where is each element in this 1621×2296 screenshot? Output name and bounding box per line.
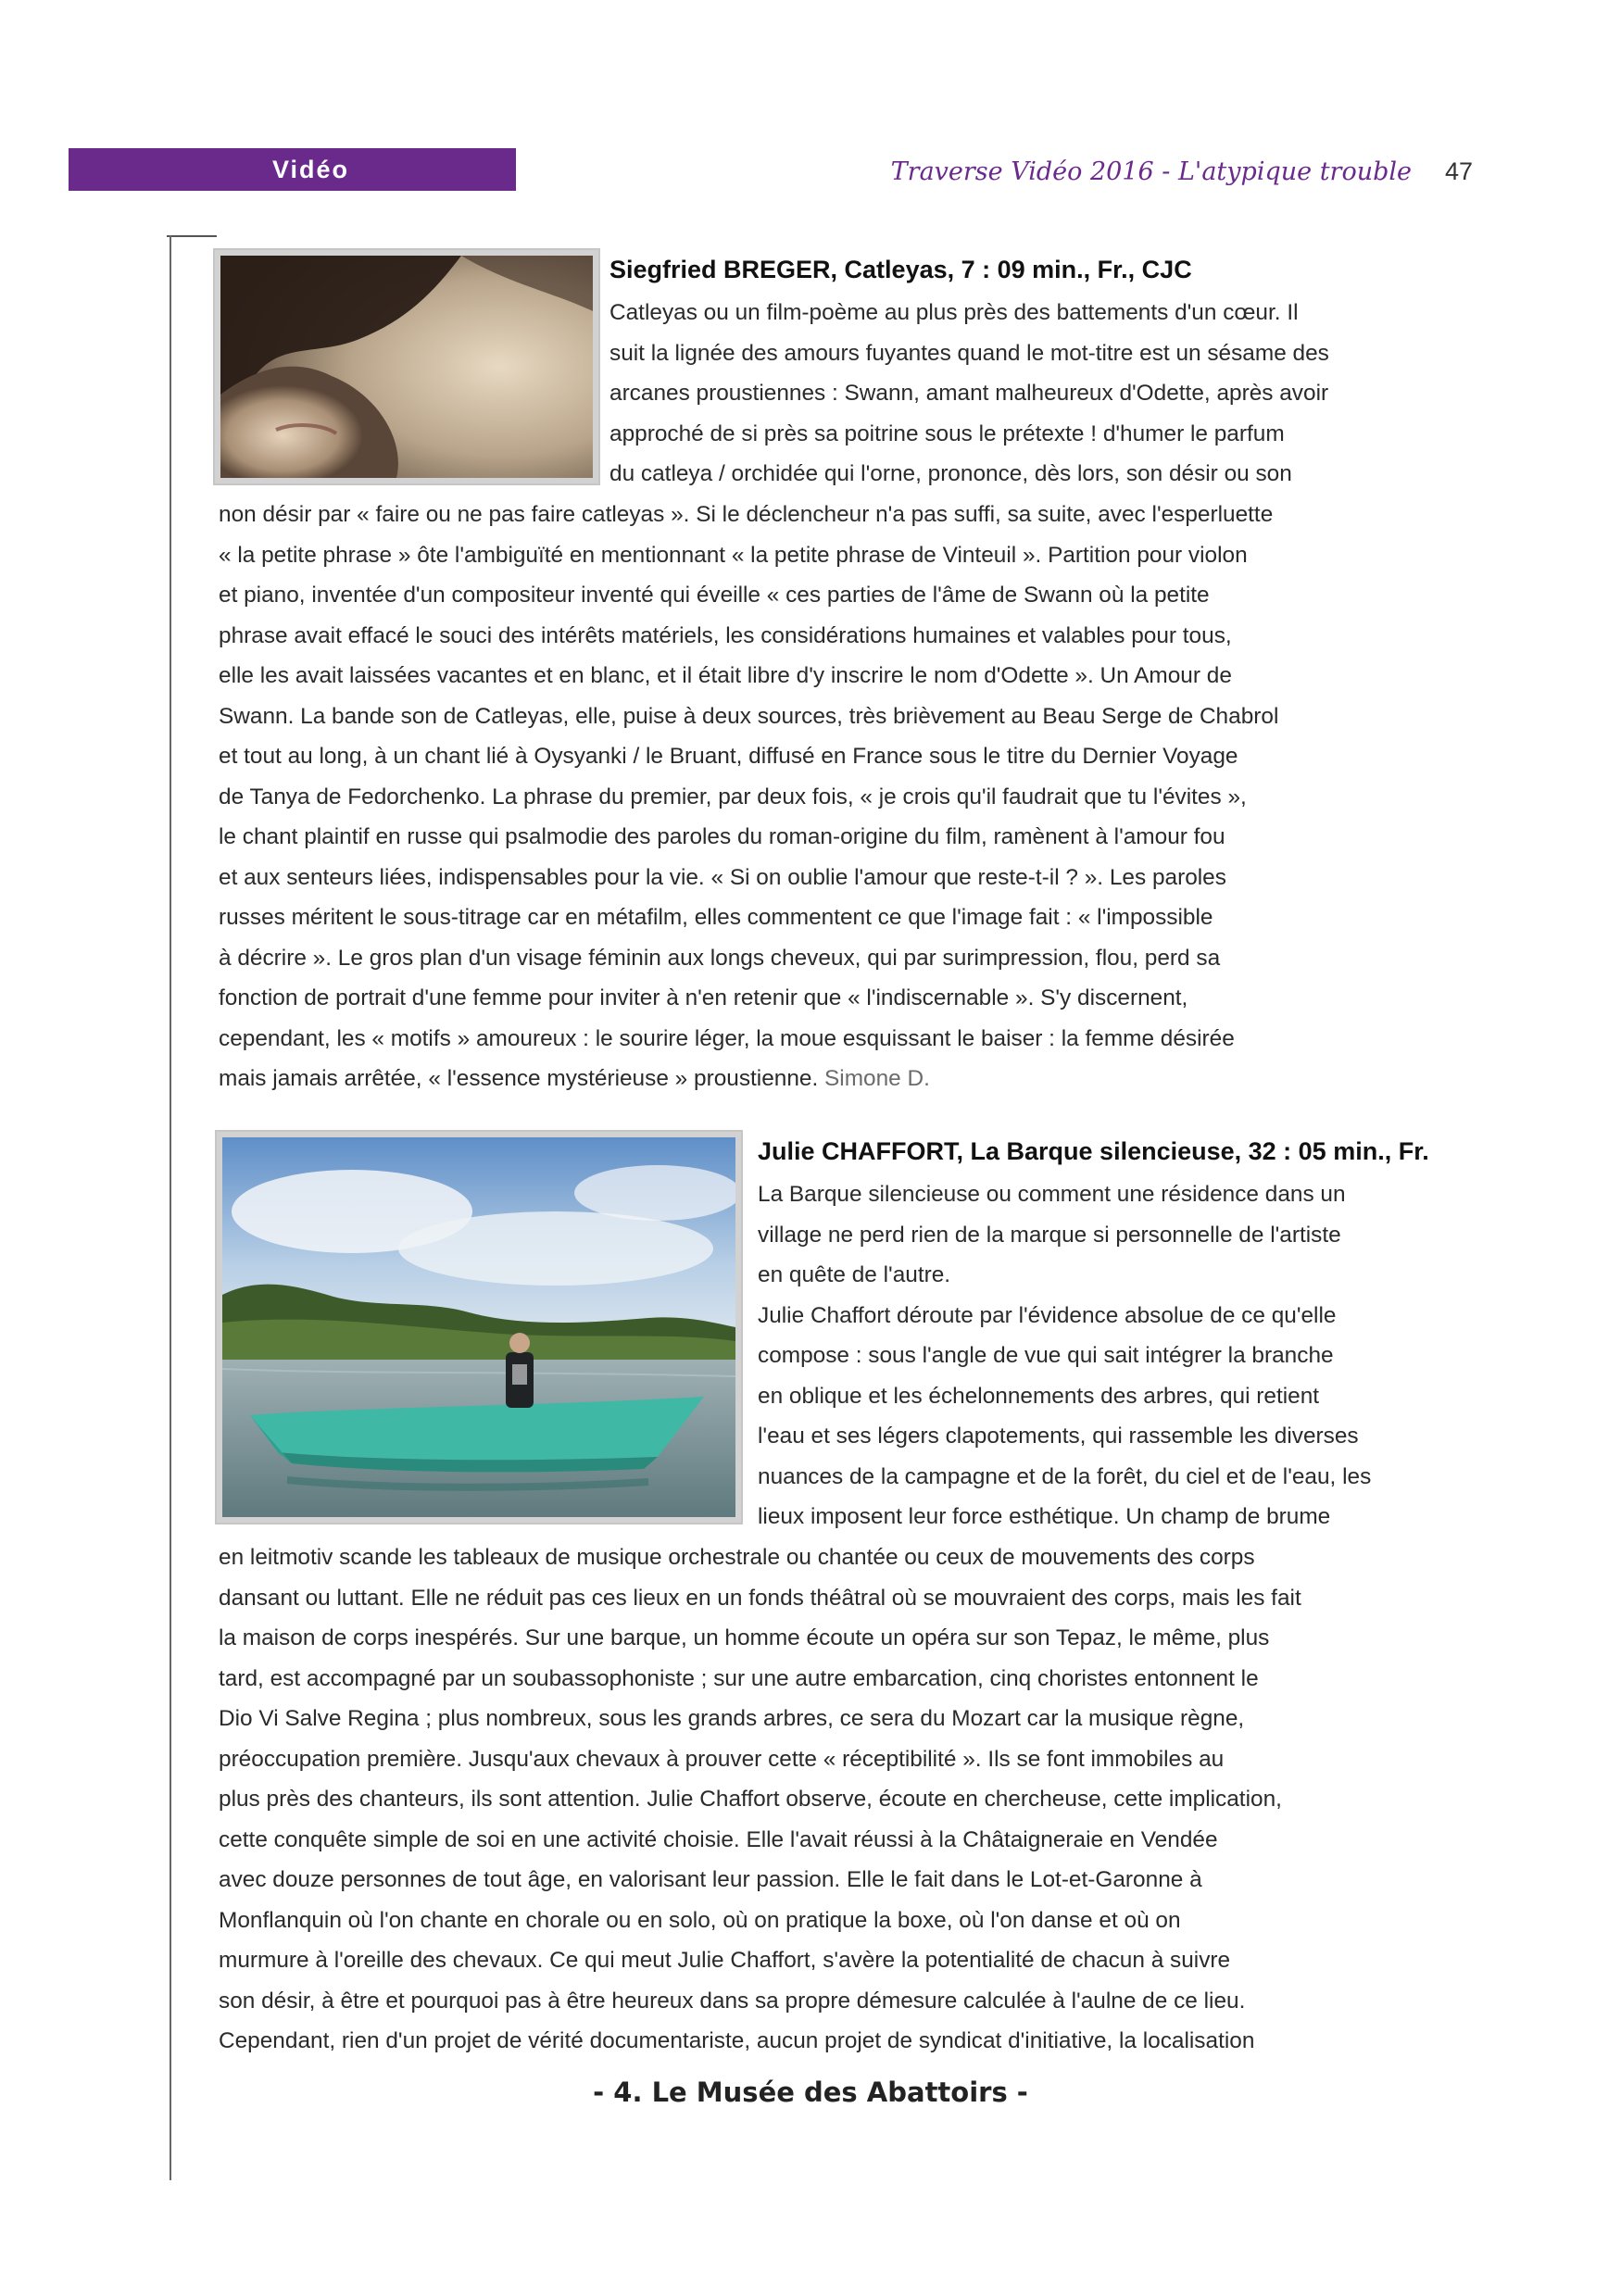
- text-line: « la petite phrase » ôte l'ambiguïté en mentionnant « la petite phrase de Vinteuil ». Partition pour violon: [219, 542, 1248, 568]
- text-line-last: [219, 1059, 1408, 1099]
- article-1-author: Simone D.: [824, 1066, 930, 1091]
- article-1-body: [219, 495, 1408, 1099]
- text-line: avec douze personnes de tout âge, en valorisant leur passion. Elle le fait dans le Lot-et-Garonne à: [219, 1867, 1202, 1892]
- text-line: cette conquête simple de soi en une activité choisie. Elle l'avait réussi à la Châtaigneraie en Vendée: [219, 1826, 1218, 1852]
- text-line: elle les avait laissées vacantes et en blanc, et il était libre d'y inscrire le nom d'Odette ». Un Amour de: [219, 663, 1232, 688]
- text-line: Swann. La bande son de Catleyas, elle, puise à deux sources, très brièvement au Beau Serge de Chabrol: [219, 703, 1279, 729]
- article-1-photo: [215, 250, 598, 483]
- text-line: non désir par « faire ou ne pas faire catleyas ». Si le déclencheur n'a pas suffi, sa suite, avec l'esperluette: [219, 502, 1274, 527]
- running-title: Traverse Vidéo 2016 - L'atypique trouble: [890, 157, 1412, 186]
- text-line: fonction de portrait d'une femme pour inviter à n'en retenir que « l'indiscernable ». S'y discernent,: [219, 985, 1188, 1010]
- text-line: russes méritent le sous-titrage car en métafilm, elles commentent ce que l'image fait : « l'impossible: [219, 905, 1213, 930]
- text-line: cependant, les « motifs » amoureux : le sourire léger, la moue esquissant le baiser : la femme désirée: [219, 1025, 1235, 1051]
- text-line: nuances de la campagne et de la forêt, du ciel et de l'eau, les: [758, 1463, 1372, 1489]
- text-line: Dio Vi Salve Regina ; plus nombreux, sous les grands arbres, ce sera du Mozart car la musique règne,: [219, 1706, 1245, 1731]
- article-2-title: Julie CHAFFORT, La Barque silencieuse, 32 : 05 min., Fr.: [758, 1137, 1429, 1165]
- text-line: Julie Chaffort déroute par l'évidence absolue de ce qu'elle: [758, 1302, 1337, 1328]
- text-line: en oblique et les échelonnements des arbres, qui retient: [758, 1383, 1320, 1409]
- text-line: le chant plaintif en russe qui psalmodie des paroles du roman-origine du film, ramènent à l'amour fou: [219, 824, 1225, 849]
- text-line: arcanes proustiennes : Swann, amant malheureux d'Odette, après avoir: [609, 381, 1329, 406]
- text-line: du catleya / orchidée qui l'orne, prononce, dès lors, son désir ou son: [609, 461, 1292, 486]
- face-closeup-image: [220, 256, 593, 478]
- text-line: la maison de corps inespérés. Sur une barque, un homme écoute un opéra sur son Tepaz, le même, plus: [219, 1625, 1270, 1650]
- text-line: son désir, à être et pourquoi pas à être heureux dans sa propre démesure calculée à l'aulne de ce lieu.: [219, 1988, 1246, 2014]
- text-line: Cependant, rien d'un projet de vérité documentariste, aucun projet de syndicat d'initiative, la localisation: [219, 2028, 1255, 2053]
- article-2-body: [219, 1537, 1408, 2062]
- text-line: La Barque silencieuse ou comment une résidence dans un: [758, 1182, 1346, 1207]
- article-1-title: Siegfried BREGER, Catleyas, 7 : 09 min., Fr., CJC: [609, 256, 1192, 283]
- page-footer: - 4. Le Musée des Abattoirs -: [593, 2076, 1028, 2108]
- text-line: Catleyas ou un film-poème au plus près des battements d'un cœur. Il: [609, 300, 1299, 325]
- article-1-wrap-text: [609, 293, 1408, 495]
- text-line: tard, est accompagné par un soubassophoniste ; sur une autre embarcation, cinq choristes entonnent le: [219, 1665, 1259, 1691]
- text-line: l'eau et ses légers clapotements, qui rassemble les diverses: [758, 1424, 1359, 1449]
- text-line: Monflanquin où l'on chante en chorale ou en solo, où on pratique la boxe, où l'on danse et où on: [219, 1907, 1181, 1933]
- text-line: murmure à l'oreille des chevaux. Ce qui meut Julie Chaffort, s'avère la potentialité de chacun à suivre: [219, 1948, 1231, 1973]
- text-line: préoccupation première. Jusqu'aux chevaux à prouver cette « réceptibilité ». Ils se font immobiles au: [219, 1746, 1225, 1772]
- text-line: phrase avait effacé le souci des intérêts matériels, les considérations humaines et valables pour tous,: [219, 622, 1232, 648]
- text-line: en quête de l'autre.: [758, 1262, 951, 1287]
- text-line: compose : sous l'angle de vue qui sait intégrer la branche: [758, 1343, 1334, 1368]
- text-line: et tout au long, à un chant lié à Oysyanki / le Bruant, diffusé en France sous le titre du Dernier Voyage: [219, 744, 1238, 769]
- text-line: à décrire ». Le gros plan d'un visage féminin aux longs cheveux, qui par surimpression, flou, perd sa: [219, 945, 1221, 971]
- section-label: Vidéo: [271, 155, 350, 183]
- page-number: 47: [1445, 157, 1474, 185]
- article-2-wrap-text: [758, 1174, 1408, 1537]
- text-line: et piano, inventée d'un compositeur inventé qui éveille « ces parties de l'âme de Swann où la petite: [219, 583, 1210, 608]
- text-line: et aux senteurs liées, indispensables pour la vie. « Si on oublie l'amour que reste-t-il ? ». Les paroles: [219, 864, 1226, 890]
- text-line: village ne perd rien de la marque si personnelle de l'artiste: [758, 1222, 1341, 1248]
- text-line: dansant ou luttant. Elle ne réduit pas ces lieux en un fonds théâtral où se mouvraient des corps, mais les fait: [219, 1585, 1301, 1611]
- text-line: plus près des chanteurs, ils sont attention. Julie Chaffort observe, écoute en chercheuse, cette implication,: [219, 1787, 1282, 1812]
- text-line: suit la lignée des amours fuyantes quand le mot-titre est un sésame des: [609, 340, 1329, 366]
- text-line: en leitmotiv scande les tableaux de musique orchestrale ou chantée ou ceux de mouvements des corps: [219, 1545, 1255, 1570]
- margin-rule-top: [167, 235, 217, 237]
- text-line: approché de si près sa poitrine sous le prétexte ! d'humer le parfum: [609, 420, 1285, 446]
- article-2-photo: [217, 1132, 741, 1523]
- section-band: [69, 148, 516, 191]
- text-line: de Tanya de Fedorchenko. La phrase du premier, par deux fois, « je crois qu'il faudrait que tu l'évites »,: [219, 784, 1247, 809]
- boat-on-lake-image: [222, 1137, 735, 1517]
- last-line-text: mais jamais arrêtée, « l'essence mystérieuse » proustienne.: [219, 1066, 819, 1091]
- margin-rule: [170, 235, 171, 2180]
- text-line: lieux imposent leur force esthétique. Un champ de brume: [758, 1504, 1331, 1529]
